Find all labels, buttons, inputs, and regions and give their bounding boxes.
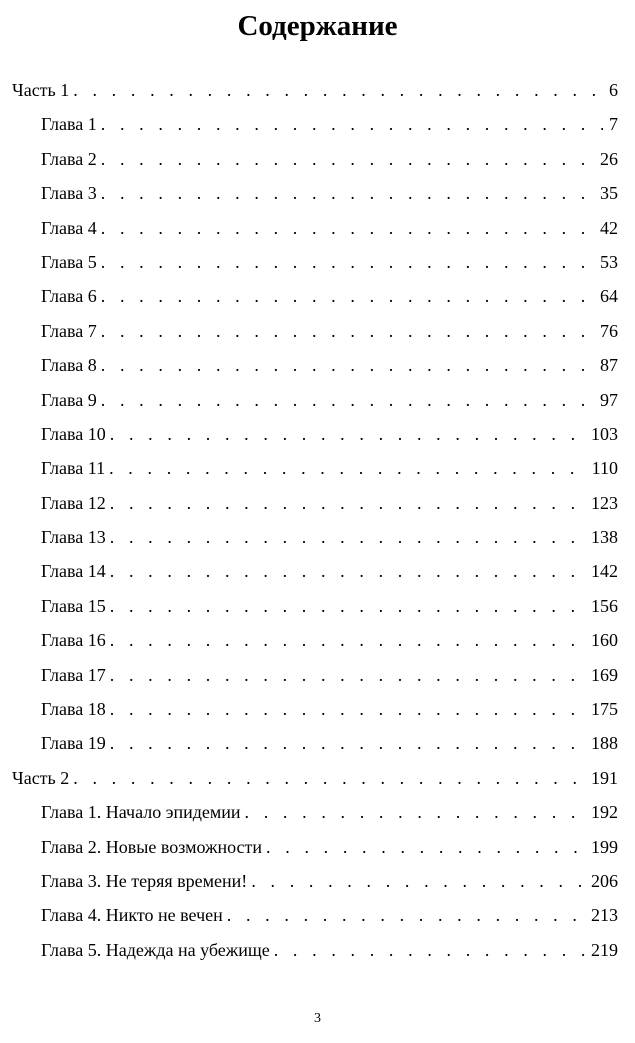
toc-entry-label: Глава 7 (41, 320, 97, 341)
toc-entry-label: Глава 8 (41, 355, 97, 376)
toc-entry-page: 192 (591, 802, 618, 823)
toc-chapter-entry (12, 245, 618, 279)
toc-part-entry (12, 761, 618, 795)
toc-entry-label: Глава 5. Надежда на убежище (41, 939, 270, 960)
toc-entry-label: Глава 3 (41, 183, 97, 204)
toc-entry-label: Глава 11 (41, 458, 106, 479)
toc-entry-label: Глава 1 (41, 114, 97, 135)
toc-entry-page: 199 (591, 836, 618, 857)
toc-entry-label: Глава 18 (41, 699, 106, 720)
dot-leader (101, 383, 594, 417)
toc-chapter-entry (12, 933, 618, 967)
toc-entry-page: 175 (591, 699, 618, 720)
toc-entry-page: 87 (600, 355, 618, 376)
toc-chapter-entry (12, 520, 618, 554)
dot-leader (251, 864, 585, 898)
toc-chapter-entry (12, 658, 618, 692)
dot-leader (110, 554, 585, 588)
dot-leader (110, 623, 585, 657)
toc-chapter-entry (12, 176, 618, 210)
dot-leader (101, 142, 594, 176)
toc-entry-page: 6 (609, 80, 618, 100)
dot-leader (101, 279, 594, 313)
toc-entry-label: Глава 15 (41, 595, 106, 616)
toc-entry-label: Глава 12 (41, 492, 106, 513)
toc-entry-label: Глава 2 (41, 148, 97, 169)
dot-leader (266, 830, 585, 864)
toc-chapter-entry (12, 898, 618, 932)
toc-entry-page: 142 (591, 561, 618, 582)
toc-chapter-entry (12, 589, 618, 623)
toc-entry-label: Глава 14 (41, 561, 106, 582)
toc-chapter-entry (12, 554, 618, 588)
dot-leader (110, 726, 585, 760)
toc-chapter-entry (12, 211, 618, 245)
toc-chapter-entry (12, 692, 618, 726)
toc-entry-label: Глава 19 (41, 733, 106, 754)
toc-entry-page: 156 (591, 595, 618, 616)
toc-entry-label: Глава 3. Не теряя времени! (41, 870, 248, 891)
dot-leader (101, 245, 594, 279)
page-title: Содержание (237, 10, 398, 42)
toc-chapter-entry (12, 795, 618, 829)
toc-entry-label: Глава 1. Начало эпидемии (41, 802, 241, 823)
dot-leader (73, 761, 585, 795)
toc-entry-page: 138 (591, 527, 618, 548)
toc-entry-label: Глава 6 (41, 286, 97, 307)
dot-leader (110, 417, 585, 451)
dot-leader (245, 795, 585, 829)
dot-leader (101, 107, 603, 141)
toc-entry-page: 169 (591, 664, 618, 685)
dot-leader (227, 898, 585, 932)
dot-leader (101, 176, 594, 210)
toc-entry-page: 53 (600, 251, 618, 272)
dot-leader (110, 692, 585, 726)
toc-chapter-entry (12, 107, 618, 141)
toc-entry-label: Глава 13 (41, 527, 106, 548)
dot-leader (109, 451, 586, 485)
dot-leader (110, 589, 585, 623)
toc-entry-label: Глава 9 (41, 389, 97, 410)
dot-leader (73, 73, 603, 107)
toc-chapter-entry (12, 142, 618, 176)
toc-entry-page: 103 (591, 423, 618, 444)
toc-entry-page: 206 (591, 870, 618, 891)
dot-leader (101, 348, 594, 382)
toc-chapter-entry (12, 864, 618, 898)
toc-entry-label: Часть 1 (12, 80, 70, 100)
dot-leader (110, 658, 585, 692)
toc-entry-page: 219 (591, 939, 618, 960)
toc-entry-page: 42 (600, 217, 618, 238)
toc-part-entry (12, 73, 618, 107)
dot-leader (274, 933, 585, 967)
toc-chapter-entry (12, 830, 618, 864)
toc-entry-label: Глава 4 (41, 217, 97, 238)
toc-entry-page: 97 (600, 389, 618, 410)
toc-chapter-entry (12, 348, 618, 382)
toc-entry-page: 123 (591, 492, 618, 513)
toc-entry-page: 160 (591, 630, 618, 651)
toc-entry-page: 7 (609, 114, 618, 135)
toc-entry-page: 110 (591, 458, 618, 479)
toc-chapter-entry (12, 451, 618, 485)
toc-entry-page: 76 (600, 320, 618, 341)
toc-chapter-entry (12, 417, 618, 451)
toc-entry-label: Глава 16 (41, 630, 106, 651)
toc-entry-label: Глава 10 (41, 423, 106, 444)
toc-entry-page: 213 (591, 905, 618, 926)
toc-chapter-entry (12, 314, 618, 348)
toc-entry-page: 188 (591, 733, 618, 754)
toc-entry-label: Глава 4. Никто не вечен (41, 905, 223, 926)
toc-chapter-entry (12, 486, 618, 520)
dot-leader (110, 520, 585, 554)
toc-entry-label: Глава 17 (41, 664, 106, 685)
toc-entry-label: Часть 2 (12, 767, 70, 788)
page-number: 3 (314, 1011, 321, 1026)
toc-entry-page: 191 (591, 767, 618, 788)
toc-chapter-entry (12, 623, 618, 657)
toc-chapter-entry (12, 383, 618, 417)
dot-leader (101, 211, 594, 245)
toc-entry-page: 64 (600, 286, 618, 307)
table-of-contents (12, 73, 618, 967)
toc-entry-label: Глава 2. Новые возможности (41, 836, 263, 857)
toc-chapter-entry (12, 279, 618, 313)
toc-entry-page: 35 (600, 183, 618, 204)
dot-leader (110, 486, 585, 520)
dot-leader (101, 314, 594, 348)
toc-chapter-entry (12, 726, 618, 760)
toc-entry-label: Глава 5 (41, 251, 97, 272)
toc-entry-page: 26 (600, 148, 618, 169)
